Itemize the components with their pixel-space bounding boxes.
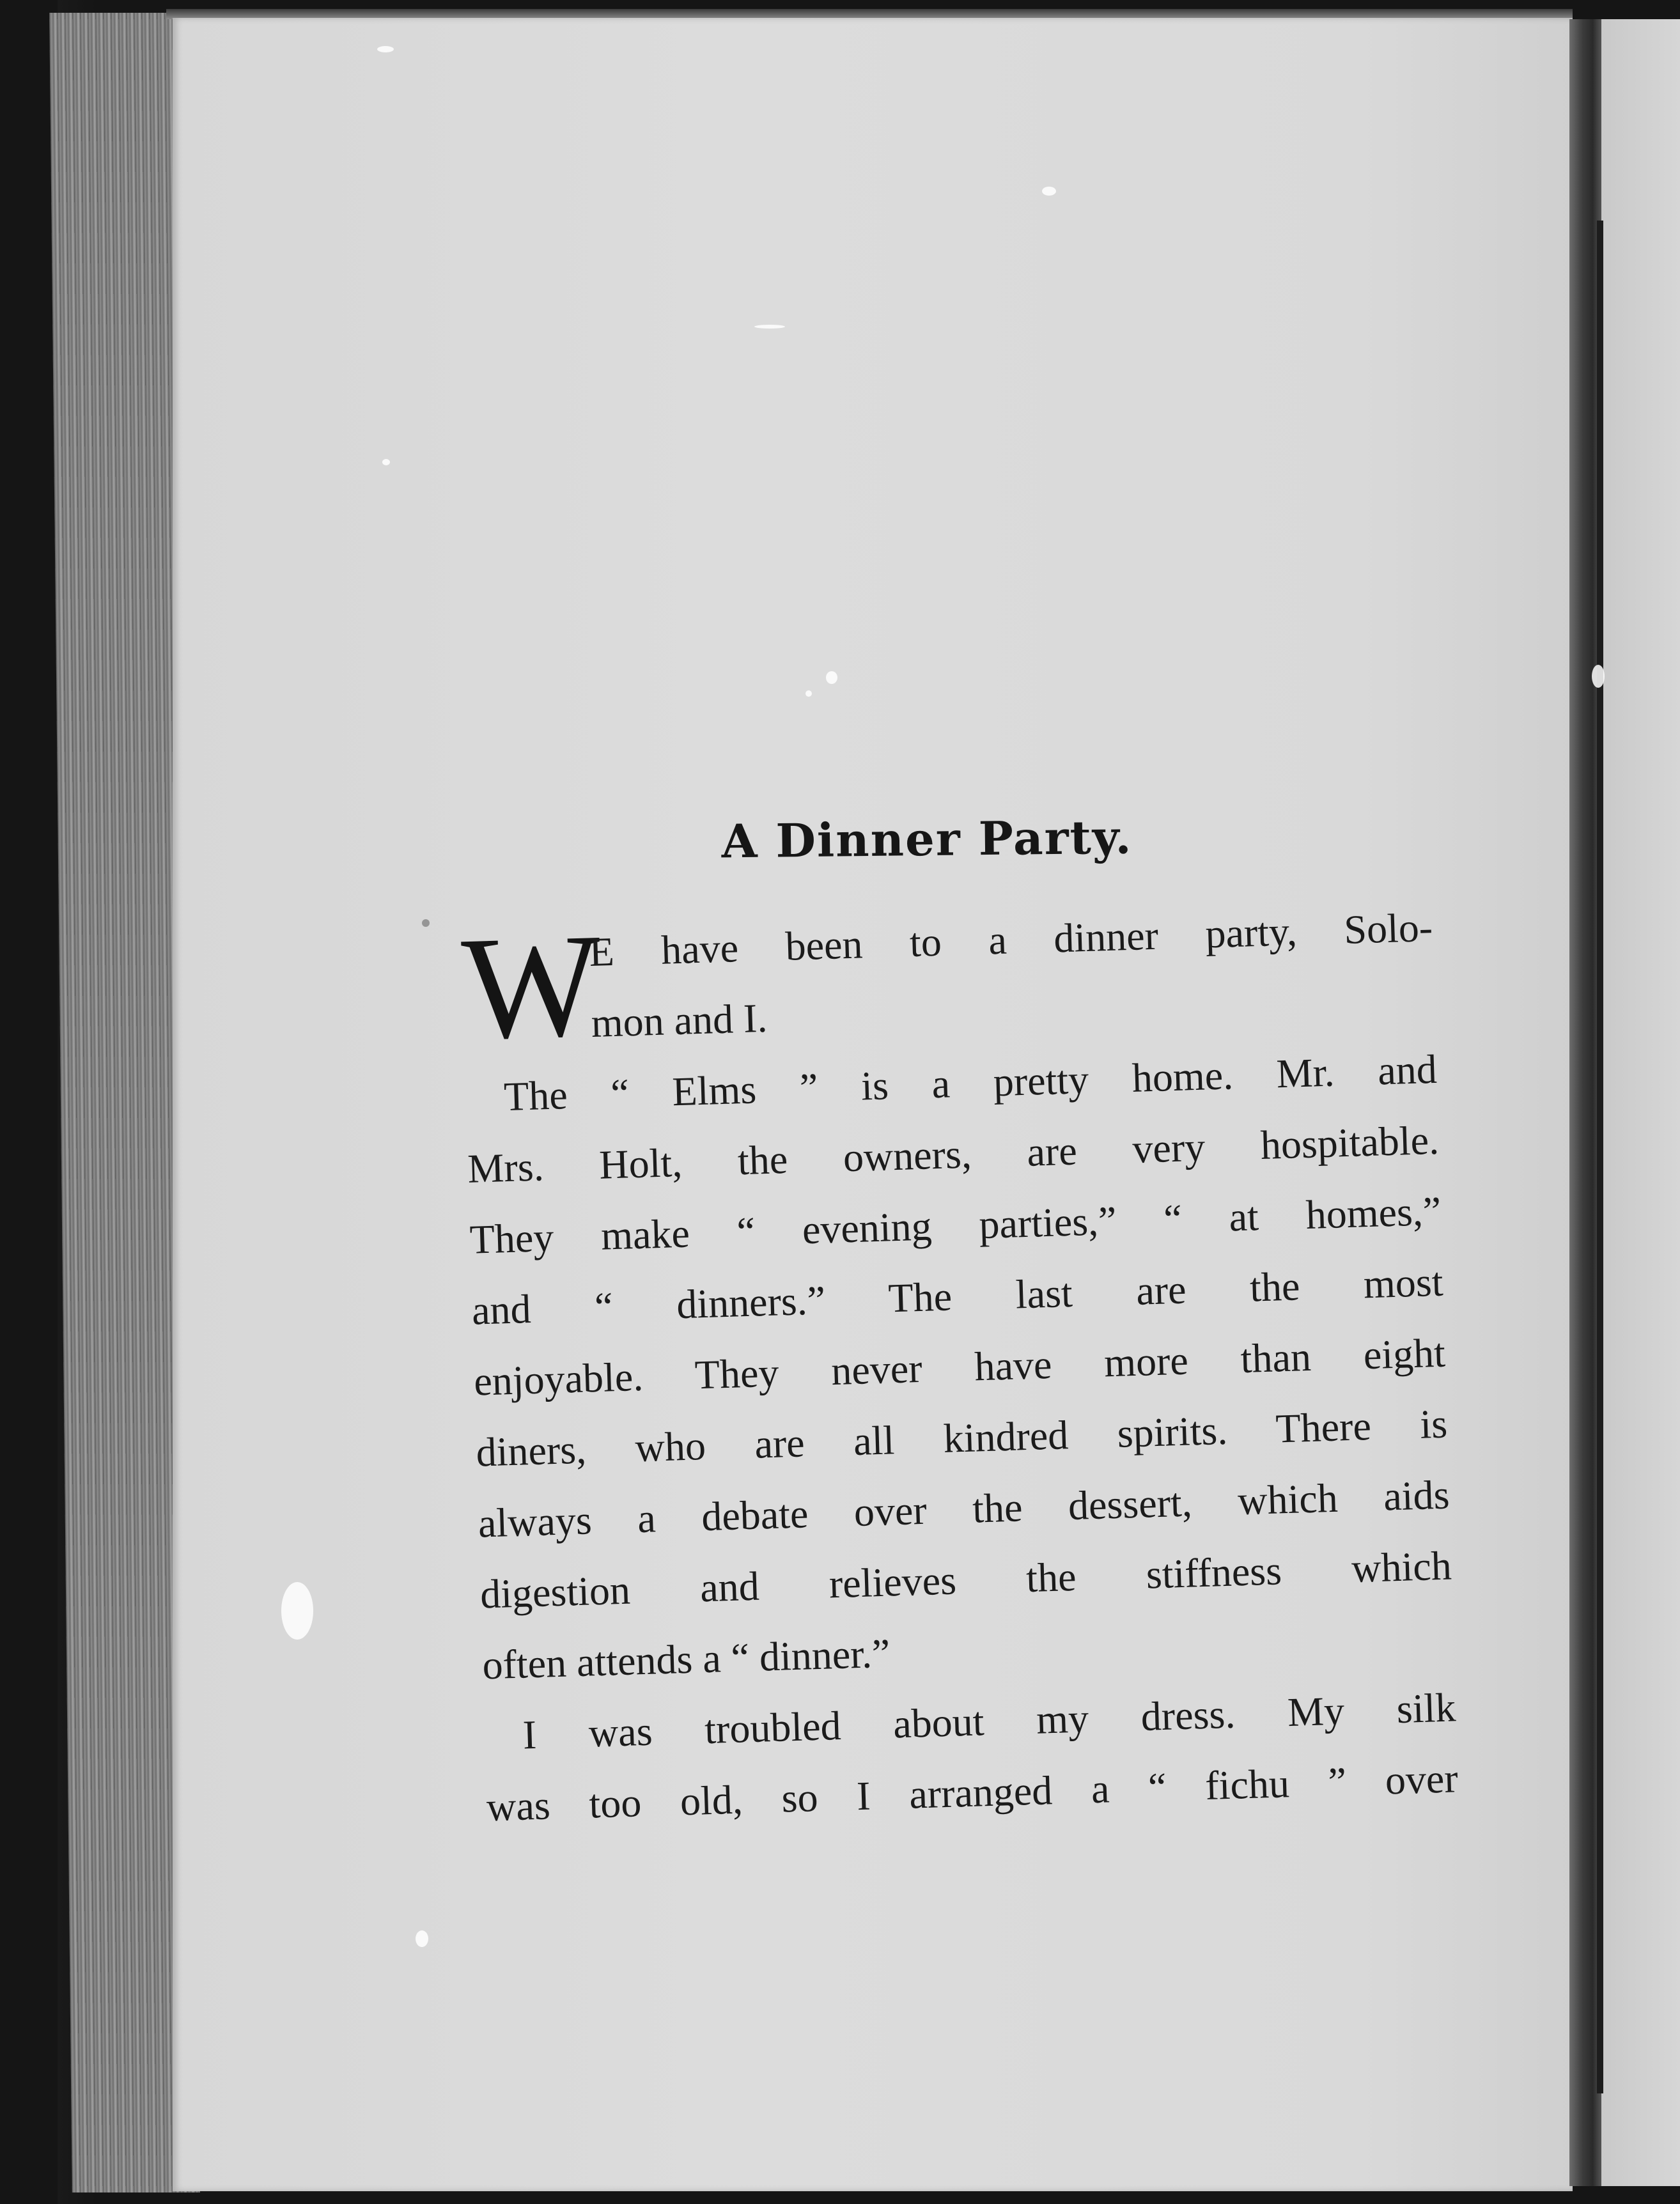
text-line: often attends a “ dinner.” bbox=[481, 1630, 891, 1688]
text-line: E have been to a dinner party, Solo- bbox=[588, 904, 1434, 975]
text-line: enjoyable. They never have more than eight bbox=[473, 1330, 1446, 1404]
text-line: was too old, so I arranged a “ fichu ” over bbox=[486, 1755, 1459, 1830]
dust-speck bbox=[416, 1930, 428, 1947]
dust-speck bbox=[377, 46, 394, 52]
dust-speck bbox=[826, 671, 837, 684]
dust-speck bbox=[1042, 187, 1056, 196]
drop-cap: W bbox=[460, 903, 603, 1070]
dust-speck bbox=[382, 459, 390, 465]
paragraph bbox=[483, 1672, 1459, 1842]
dust-speck bbox=[754, 325, 785, 329]
facing-page-edge bbox=[1601, 19, 1680, 2186]
text-line: and “ dinners.” The last are the most bbox=[471, 1259, 1444, 1333]
dust-speck bbox=[1592, 665, 1605, 688]
text-line: Mrs. Holt, the owners, are very hospitable. bbox=[467, 1117, 1440, 1191]
text-line: diners, who are all kindred spirits. There is bbox=[475, 1401, 1449, 1475]
opening-paragraph bbox=[460, 892, 1436, 1070]
facing-page-shadow-line bbox=[1597, 221, 1603, 2093]
text-line: The “ Elms ” is a pretty home. Mr. and bbox=[503, 1046, 1438, 1120]
opening-lines bbox=[588, 892, 1436, 1059]
dust-speck bbox=[281, 1582, 313, 1640]
text-line: mon and I. bbox=[590, 995, 768, 1046]
text-line: I was troubled about my dress. My silk bbox=[522, 1684, 1457, 1758]
text-line: digestion and relieves the stiffness which bbox=[479, 1542, 1452, 1617]
chapter-body bbox=[460, 892, 1459, 1842]
dust-speck bbox=[422, 919, 430, 927]
text-line: always a debate over the dessert, which aids bbox=[477, 1471, 1451, 1546]
text-line: They make “ evening parties,” “ at homes,” bbox=[469, 1188, 1442, 1262]
chapter-title: A Dinner Party. bbox=[721, 809, 1133, 869]
dust-speck bbox=[805, 690, 812, 697]
paragraph bbox=[465, 1034, 1455, 1701]
